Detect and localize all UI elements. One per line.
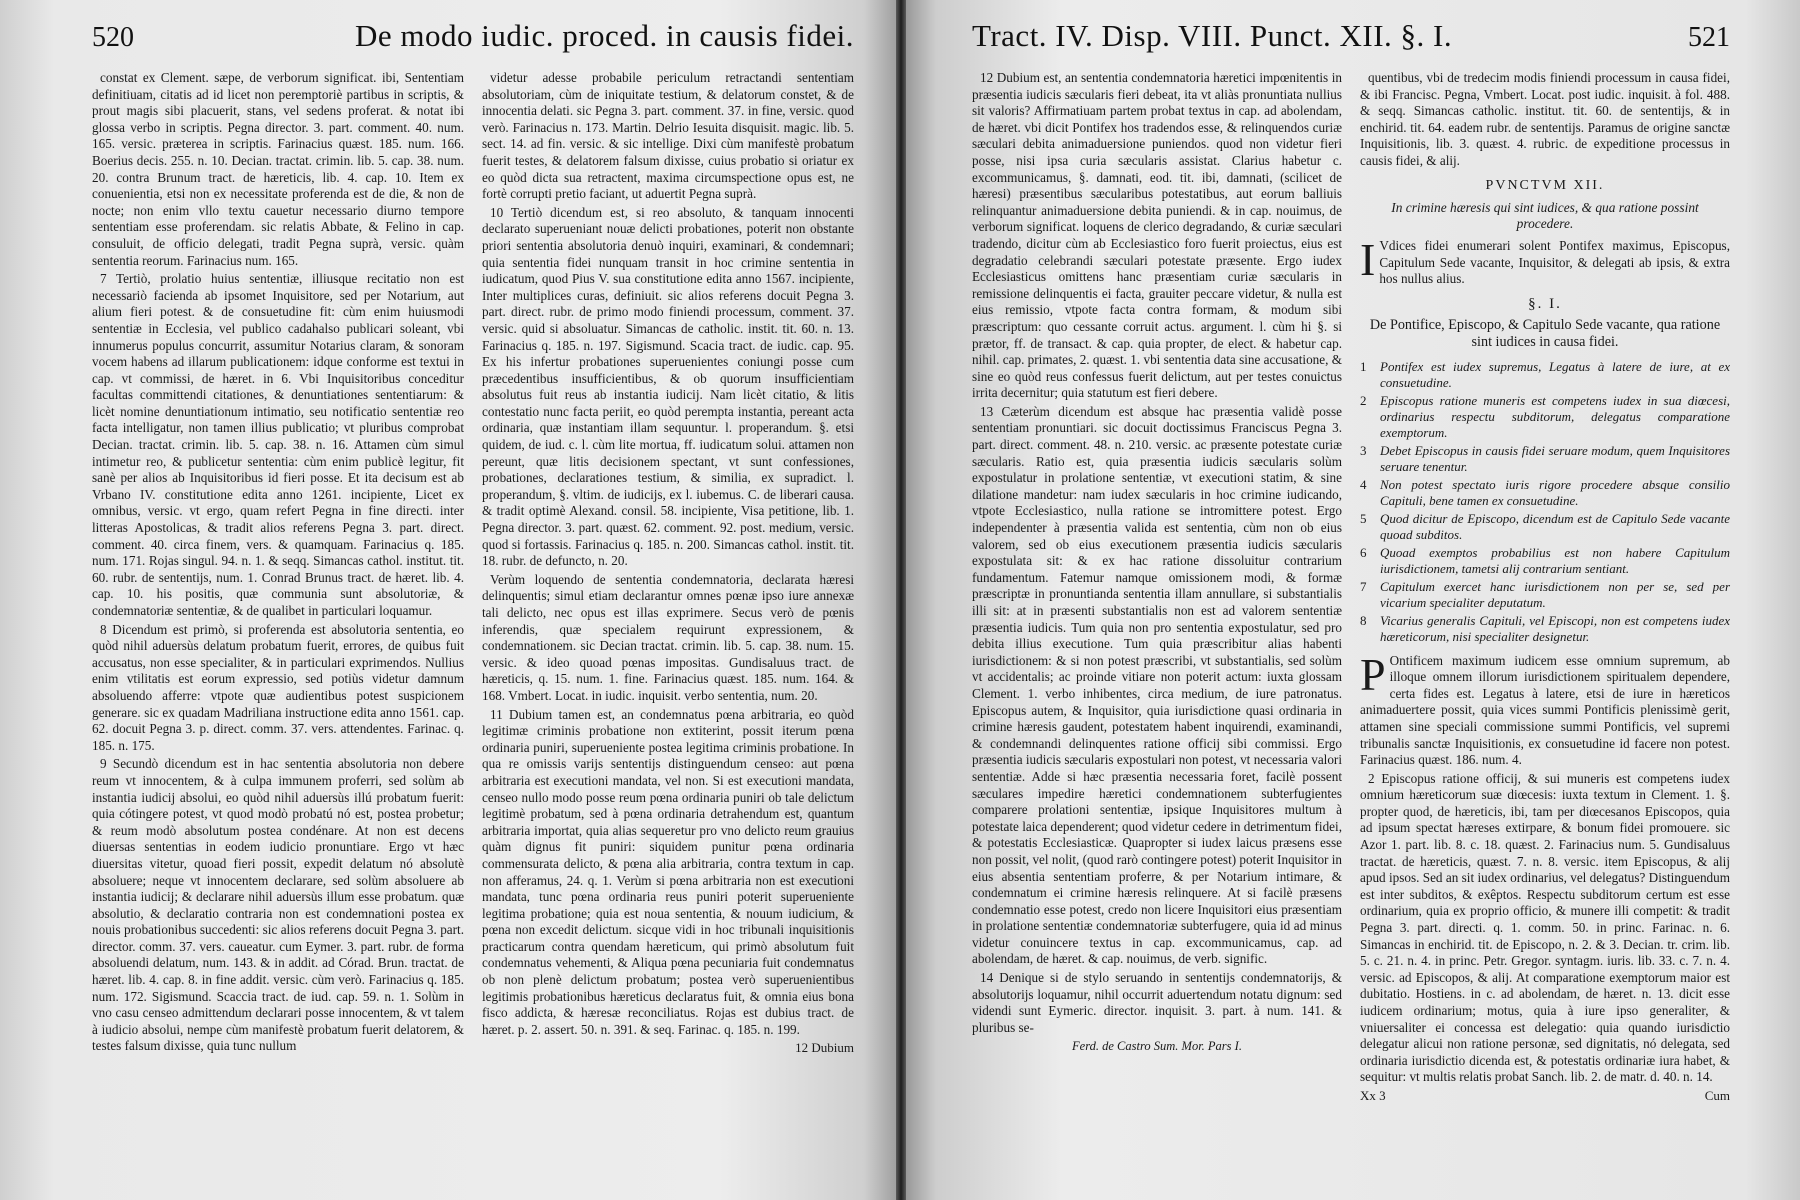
right-footer-imprint: Ferd. de Castro Sum. Mor. Pars I. bbox=[1072, 1039, 1242, 1054]
left-running-head bbox=[92, 18, 854, 64]
section-mark: §. I. bbox=[1528, 295, 1562, 312]
right-column-2 bbox=[1360, 70, 1730, 1105]
summary-item: 1 Pontifex est iudex supremus, Legatus à latere de iure, at ex consuetudine. bbox=[1360, 358, 1730, 390]
summary-item: 3 Debet Episcopus in causis fidei seruare modum, quem Inquisitores seruare tenentur. bbox=[1360, 442, 1730, 474]
text-paragraph: 14 Denique si de stylo seruando in sententijs condemnatorijs, & absolutorijs loquamur, nihil occurrit aduertendum notatu dignum: sed videndi sunt Eymeric. director. inquisit. 3. part. à num. 141. & pluribus se- bbox=[972, 970, 1342, 1035]
punctum-heading: PVNCTVM XII. bbox=[1485, 177, 1605, 193]
intro-paragraph bbox=[1360, 234, 1730, 288]
left-columns bbox=[92, 70, 854, 1057]
body-paragraph-2: 2 Episcopus ratione officij, & sui muneris est competens iudex omnium hæreticorum suæ diœcesis: iuxta textum in Clement. 1. §. propter quod, de hæreticis, ibi, tam per diœcesanos Episcopos, quia ad ipsum spectat hæreses extirpare, & bonum fidei promouere. sic Azor 1. part. lib. 8. c. 18. quæst. 2. Farinacius num. 5. Gundisaluus tractat. de hæreticis, quæst. 7. n. 8. versic. item Episcopus, & alij apud ipsos. Sed an sit iudex ordinarius, vel delegatus? Distinguendum est inter subditos, & exêptos. Respectu subditorum certum est esse ordinarium, quia ex proprio officio, & munere illi competit: & tradit Pegna 3. part. directi. q. 1. comm. 50. in princ. Farinac. n. 6. Simancas in enchirid. tit. de Episcopo, n. 2. & 3. Decian. tr. crim. lib. 5. c. 21. n. 4. in princ. Petr. Gregor. syntagm. iuris. lib. 33. c. 7. n. 4. versic. ad Episcopos, & alij. At comparatione exemptorum maior est dubitatio. Hostiens. in c. ad abolendam, de hæret. n. 13. dicit esse iudicem ordinarium; motus, quia à iure ipso generaliter, & vniuersaliter ei concessa est delegatio: quia quando iurisdictio delegatur alicui non ratione personæ, sed dignitatis, nó delegata, sed ordinaria iurisdictio dicenda est, & potestatis ordinariæ iura habet, & sequitur: vt multis relatis probat Sanch. lib. 2. de matr. d. 40. n. 14. bbox=[1360, 770, 1730, 1085]
right-columns bbox=[972, 70, 1730, 1105]
left-footer bbox=[482, 1040, 854, 1057]
text-paragraph: 8 Dicendum est primò, si proferenda est absolutoria sententia, eo quòd nihil aduersùs delatum probatum fuerit, errores, de quibus fuit accusatus, non esse specialiter, & in particulari exprimendos. Nullius enim vtilitatis est eorum expressio, sed potiùs videtur damnum absoluendo afferre: vtpote quæ audientibus potest suspicionem generare. sic ex quadam Madriliana instructione edita anno 1561. cap. 62. docuit Pegna 3. p. direct. comm. 37. vers. attendentes. Farinac. q. 185. n. 175. bbox=[92, 621, 464, 753]
punctum-subtitle: In crimine hæresis qui sint iudices, & qua ratione possint procedere. bbox=[1391, 200, 1699, 232]
right-running-title: Tract. IV. Disp. VIII. Punct. XII. §. I. bbox=[972, 18, 1453, 53]
summary-item: 2 Episcopus ratione muneris est competens iudex in sua diœcesi, ordinarius respectu subditorum, delegatus comparatione exemptorum. bbox=[1360, 392, 1730, 440]
summary-item: 8 Vicarius generalis Capituli, vel Episcopi, non est competens iudex hæreticorum, nisi specialiter designetur. bbox=[1360, 612, 1730, 644]
text-paragraph: 7 Tertiò, prolatio huius sententiæ, illiusque recitatio non est necessariò facienda ab ipsomet Inquisitore, sed per Notarium, aut alium fieri potest. & de consuetudine fit: cùm enim huiusmodi sententiæ in Ecclesia, vel publico cadahalso publicari soleant, vbi innumerus populus concurrit, assumitur Notarius claram, & sonoram vocem habens ad illarum publicationem: idque conforme est textui in cap. vt commissi, de hæret. in 6. Vbi Inquisitoribus conceditur facultas committendi citationes, & denuntiationes sententiarum: & licèt nomine denuntiationum intimatio, seu notificatio sententiæ reo facta intelligatur, non tamen illius publicatio; vt pluribus comprobat Decian. tractat. crimin. lib. 5. cap. 38. n. 16. Attamen cùm simul intimetur reo, & publicetur sententia: cùm enim publicè legitur, fit sanè per alios ab Inquisitoribus id fieri posse. Et ita decisum est ab Vrbano IV. constitutione edita anno 1261. incipiente, Licet ex omnibus, versic. vt ergo, quam refert Pegna in fine directi. inter litteras Apostolicas, & tradit alios referens Pegna 3. part. direct. comment. 40. circa finem, vers. & quamquam. Farinacius q. 185. num. 171. Rojas singul. 94. n. 1. & seqq. Simancas cathol. institut. tit. 60. rubr. de sententijs, num. 1. Conrad Brunus tract. de hæret. lib. 4. cap. 10. his positis, quæ communia sunt absolutoriæ, & condemnatoriæ sententiæ, & de qualibet in particulari loquamur. bbox=[92, 271, 464, 618]
right-running-head bbox=[972, 18, 1730, 64]
text-paragraph: 10 Tertiò dicendum est, si reo absoluto, & tanquam innocenti declarato superueniant nouæ delicti probationes, poterit non obstante priori sententia absolutoria denuò inquiri, examinari, & condemnari; quia sententia fidei nunquam transit in hoc crimine sententia in iudicatum, quod Pius V. sua constitutione edita anno 1567. incipiente, Inter multiplices curas, definiuit. sic alios referens docuit Pegna 3. part. direct. rubr. de primo modo finiendi processum, comment. 37. versic. quid si absoluatur. Simancas de catholic. instit. tit. 60. n. 13. Farinacius q. 185. n. 197. Sigismund. Scacia tract. de iudic. cap. 95. Ex his infertur probationes superuenientes coniungi posse cum præcedentibus insufficientibus, & ob quorum insufficientiam absolutus fuit reus ab instantia iudicij. Nam licèt citatio, & litis contestatio nunc facta periit, eo quòd perempta instantia, pereant acta ordinaria, quæ instantiam illam sequuntur. l. properandum. §. etsi quidem, de iud. c. l. cùm lite mortua, ff. iudicatum solui. attamen non pereunt, quæ litis decisionem spectant, vt sunt confessiones, probationes, declarationes testium, & similia, ex supradict. l. properandum, §. vltim. de iudicijs, ex l. iubemus. C. de liberari causa. & tradit optimè Alexand. consil. 58. incipiente, Visa petitione, lib. 1. Pegna director. 3. part. quæst. 62. comment. 92. post. medium, versic. quod si fortassis. Farinacius q. 185. n. 200. Simancas cathol. instit. tit. 18. rubr. de defuncto, n. 20. bbox=[482, 204, 854, 569]
section-title: De Pontifice, Episcopo, & Capitulo Sede vacante, qua ratione sint iudices in causa fidei. bbox=[1369, 316, 1721, 350]
text-paragraph: 11 Dubium tamen est, an condemnatus pœna arbitraria, eo quòd legitimæ criminis probatione non extiterint, possit iterum pœna ordinaria puniri, superueniente postea legitima criminis probatione. In qua re omissis varijs sententijs distinguendum censeo: aut pœna arbitraria est executioni mandata, vel non. Si est executioni mandata, censeo nullo modo posse reum pœna ordinaria puniri ob tale delictum legitimè probatum, sed à pœna ordinaria detrahendum est, quantum arbitraria importat, quia alias sequeretur pro vno delicto reum grauius quàm dignus fit puniri: siquidem punitur pœna ordinaria commensurata delicto, & pœna alia arbitraria, contra textum in cap. non afferamus, 24. q. 1. Verùm si pœna arbitraria non est executioni mandata, tunc pœna ordinaria reus puniri poterit superueniente legitima probatione; quia est noua sententia, & nouum iudicium, & pœna non excedit delictum. sicque vidi in hoc tribunali inquisitionis practicarum contra quendam hæreticum, qui primò absolutum fuit condemnatus vehementi, & Aliqua pœna pecuniaria fuit condemnatus ob non plenè delictum probatum; postea verò superuenientibus legitimis probationibus hæreticus declaratus fuit, & omnia eius bona fisco addicta, & hæresæ reconciliatus. Rojas est dubius tract. de hæret. p. 2. assert. 50. n. 391. & seq. Farinac. q. 185. n. 199. bbox=[482, 706, 854, 1037]
summary-item: 5 Quod dicitur de Episcopo, dicendum est de Capitulo Sede vacante quoad subditos. bbox=[1360, 510, 1730, 542]
text-paragraph: 9 Secundò dicendum est in hac sententia absolutoria non debere reum vt innocentem, & à culpa immunem proferri, sed solùm ab instantia iudicij absolui, eo quòd nihil aduersùs illú probatum fuerit: quia cótingere potest, vt quod modò probatú nó est, postea probetur; & reum modò absolutum postea condénare. At non est decens diuersas sententias in eodem iudicio pronuntiare. Ergo vt hæc diuersitas vitetur, quoad fieri possit, expedit delatum nó absolutè absoluere; neque vt innocentem declarare, sed solùm absoluere ab instantia iudicij; & declarare nihil aduersùs illum esse probatum. quæ absolutio, & declaratio contraria non est condemnationi postea ex nouis probationibus succedenti: sic alios referens docuit Pegna 3. part. director. comm. 37. vers. caueatur. cum Eymer. 3. part. rubr. de forma absoluendi delatum, num. 143. & in addit. ad Córad. Brun. tractat. de hæret. lib. 4. cap. 8. in fine addit. versic. cùm verò. Farinacius q. 185. num. 172. Sigismund. Scaccia tract. de iud. cap. 59. n. 1. Solùm in vno casu censeo admittendum declarari posse innocentem, & vt talem à iudicio absolui, nempe cùm manifestè probatum fuerit delatorem, & testes falsum dixisse, quia tunc nullum bbox=[92, 756, 464, 1054]
body-paragraph-1: P Ontificem maximum iudicem esse omnium supremum, ab illoque omnem illorum iurisdictionem spiritualem dependere, certa fides est. Legatus à latere, etsi de iure in hæreticos animaduertere possit, quia vices summi Pontificis plenissimè gerit, attamen sine speciali commissione summi Pontificis, vel supremi tribunalis sanctæ Inquisitionis, ex consuetudine id facere non potest. Farinacius quæst. 186. num. 4. bbox=[1360, 648, 1730, 768]
intro-text: Vdices fidei enumerari solent Pontifex maximus, Episcopus, Capitulum Sede vacante, Inquisitor, & delegati ab ipsis, & extra hos nullus alius. bbox=[1379, 238, 1730, 287]
text-paragraph: quentibus, vbi de tredecim modis finiendi processum in causa fidei, & ibi Francisc. Pegna, Vmbert. Locat. post iudic. inquisit. à fol. 488. & seqq. Simancas catholic. institut. tit. 60. de sententijs, & in enchirid. tit. 64. eadem rubr. de sententijs. Paramus de origine sanctæ Inquisitionis, lib. 3. quæst. 4. rubric. de expeditione processus in causis fidei, & alij. bbox=[1360, 70, 1730, 168]
left-page-number: 520 bbox=[92, 22, 134, 53]
signature-mark: Xx 3 bbox=[1360, 1087, 1386, 1103]
left-running-title: De modo iudic. proced. in causis fidei. bbox=[354, 18, 854, 53]
text-paragraph: constat ex Clement. sæpe, de verborum significat. ibi, Sententiam definitiuam, citatis ad id licet non peremptoriè partibus in scriptis, & prout magis sibi placuerit, stans, vel sedens proferat. & notat ibi glossa verbo in scriptis. Pegna director. 3. part. comment. 40. num. 165. versic. præterea in scriptis. Farinacius quæst. 185. num. 166. Boerius decis. 255. n. 10. Decian. tractat. crimin. lib. 5. cap. 38. num. 20. contra Brunum tract. de hæreticis, lib. 4. cap. 10. Item ex conuenientia, etsi non ex necessitate proferenda est de die, & non de nocte; non enim vllo textu cauetur necessario diurno tempore sententiam esse proferendam. sic relatis Abbate, & Felino in cap. consuluit, de officio delegati, tradit Pegna suprà, versic. quàm sententia reorum. Farinacius num. 165. bbox=[92, 70, 464, 268]
left-column-1 bbox=[92, 70, 464, 1057]
intro-dropcap: I bbox=[1360, 234, 1376, 286]
body-dropcap: P bbox=[1360, 648, 1386, 700]
text-paragraph: Verùm loquendo de sententia condemnatoria, declarata hæresi delinquentis; simul etiam declarantur omnes pœnæ ipso iure annexæ tali delicto, nec opus est illas exprimere. Secus verò de pœnis inferendis, quæ specialem requirunt expressionem, & condemnationem. sic Decian tractat. crimin. lib. 5. cap. 38. num. 15. versic. & ideo quoad pœnas impositas. Gundisaluus tract. de hæreticis, q. 15. num. 1. fine. Farinacius quæst. 185. num. 164. & 168. Vmbert. Locat. in iudic. inquisit. verbo sententia, num. 20. bbox=[482, 571, 854, 703]
text-paragraph: 13 Cæterùm dicendum est absque hac præsentia validè posse sententiam pronuntiari. sic docuit doctissimus Franciscus Pegna 3. part. direct. comment. 48. n. 210. versic. ac præsente potestate curiæ sæcularis. Ratio est, quia præsentia iudicis sæcularis solùm expostulatur in prolatione sententiæ, vt executioni statim, & sine dilatione mandetur: nam iudex sæcularis in hoc crimine iudicando, vtpote Ecclesiastico, nulla ratione se intromittere potest. Ergo independenter à præsentia valida est sententia, cùm non ob eius valorem, sed ob eius executionem præsentia iudicis sæcularis expostulata sit: & ex hac ratione dissoluitur contrarium fundamentum. Fatemur namque omissionem modi, & formæ præscriptæ in pronuntianda sententia illam annullare, si substantialis illi sit: at in præsenti substantialis non est ad valorem sententiæ præsentia iudicis. Tum quia non pro sententia expostulatur, sed pro debita illius executione. Tum quia præscribitur alias habenti iurisdictionem: & si non potest præscribi, vt substantialis, sed solùm vt accidentalis; ac proinde vitiare non poterit actum: iuxta glossam Clement. 1. verbo inhibentes, circa medium, de iure patronatus. Episcopus autem, & Inquisitor, quia iurisdictione quasi ordinaria in crimine hæresis gaudent, potestatem habent inquirendi, examinandi, & condemnandi delinquentes ratione officij sibi commissi. Ergo præsentia iudicis sæcularis expostulari non potest, vt necessaria valori sententiæ. Adde si hæc præsentia necessaria foret, facilè possent sæculares impedire hæretici condemnationem subterfugientes comparere prolationi sententiæ, ipsique Inquisitores multum à potestate laica dependerent; quod videtur cedere in detrimentum fidei, & potestatis Ecclesiasticæ. Quapropter si iudex laicus præsens esse non possit, vel nolit, (quod rarò contingere potest) poterit Inquisitor in eius absentia sententiam proferre, & per Notarium intimare, & condemnatum ei crimine hæresis relinquere. At si facilè præsens condemnatio esse potest, credo non licere Inquisitori eius præsentiam in prolatione sententiæ condemnatoriæ subterfugere, quia id ad minus videtur conuincere textus in cap. excommunicamus, cap. ad abolendam, de hæret. & cap. nouimus, de verb. signific. bbox=[972, 403, 1342, 967]
text-paragraph: 12 Dubium est, an sententia condemnatoria hæretici impœnitentis in præsentia iudicis sæcularis fieri debeat, ita vt aliàs pronuntiata nullius sit valoris? Affirmatiuam partem probat textus in cap. ad abolendam, de hæret. vbi dicit Pontifex hos tradendos esse, & relinquendos curiæ sæculari debita animaduersione puniendos. quod non videtur fieri posse, nisi ipsa curia sæcularis assistat. Clarius habetur c. excommunicamus, §. damnati, eod. tit. ibi, damnati, (scilicet de hæresi) præsentibus sæcularibus potestatibus, aut eorum balliuis relinquantur animaduersione debita puniendi. & in cap. nouimus, de verborum significat. loquens de clerico degradando, & curiæ sæculari tradendo, dicitur cùm ab Ecclesiastico foro fuerit proiectus, eius est degradatio celebrandi sæculari potestate præsente. Ergo iudex Ecclesiasticus omittens hanc præsentiam curiæ sæcularis in remissione delinquentis ei facta, grauiter peccare videtur, & nulla est eius remissio, vtpote facta contra formam, & modum sibi præscriptum: quo cessante corruit actus. argument. l. cùm hi §. si prætor, ff. de transact. & cap. quia propter, de elect. & habetur cap. nihil. cap. primates, 2. quæst. 1. vbi sententia data sine accusatione, & sine eo quòd reus confessus fuerit delictum, aut per testes conuictus irrita decernitur; quia statutum est fieri debere. bbox=[972, 70, 1342, 401]
summary-item: 4 Non potest spectato iuris rigore procedere absque consilio Capituli, bene tamen ex consuetudine. bbox=[1360, 476, 1730, 508]
right-catchword: Cum bbox=[1704, 1087, 1730, 1103]
right-page bbox=[900, 0, 1800, 1200]
right-footer bbox=[1360, 1088, 1730, 1105]
right-page-number: 521 bbox=[1688, 22, 1730, 53]
summary-item: 7 Capitulum exercet hanc iurisdictionem non per se, sed per vicarium specialiter deputatum. bbox=[1360, 578, 1730, 610]
summary-item: 6 Quoad exemptos probabilius est non habere Capitulum iurisdictionem, tametsi alij contrarium sentiant. bbox=[1360, 544, 1730, 576]
left-column-2 bbox=[482, 70, 854, 1057]
left-catchword: 12 Dubium bbox=[795, 1040, 854, 1056]
book-gutter bbox=[896, 0, 906, 1200]
summary-list bbox=[1360, 359, 1730, 645]
text-paragraph: videtur adesse probabile periculum retractandi sententiam absolutoriam, cùm de iniquitate testium, & delatorum constet, & de innocentia delati. sic Pegna 3. part. comment. 37. in fine, versic. quod verò. Farinacius n. 173. Martin. Delrio Iesuita disquisit. magic. lib. 5. sect. 14. ad fin. versic. & sic intellige. Dixi cùm manifestè probatum fuerit testes, & delatorem falsum dixisse, cuius probatio si oriatur ex eo quòd dicta sua retractent, maxima circumspectione opus est, ne fortè corrupti pretio faciant, ut aduertit Pegna suprà. bbox=[482, 70, 854, 202]
right-column-1 bbox=[972, 70, 1342, 1105]
